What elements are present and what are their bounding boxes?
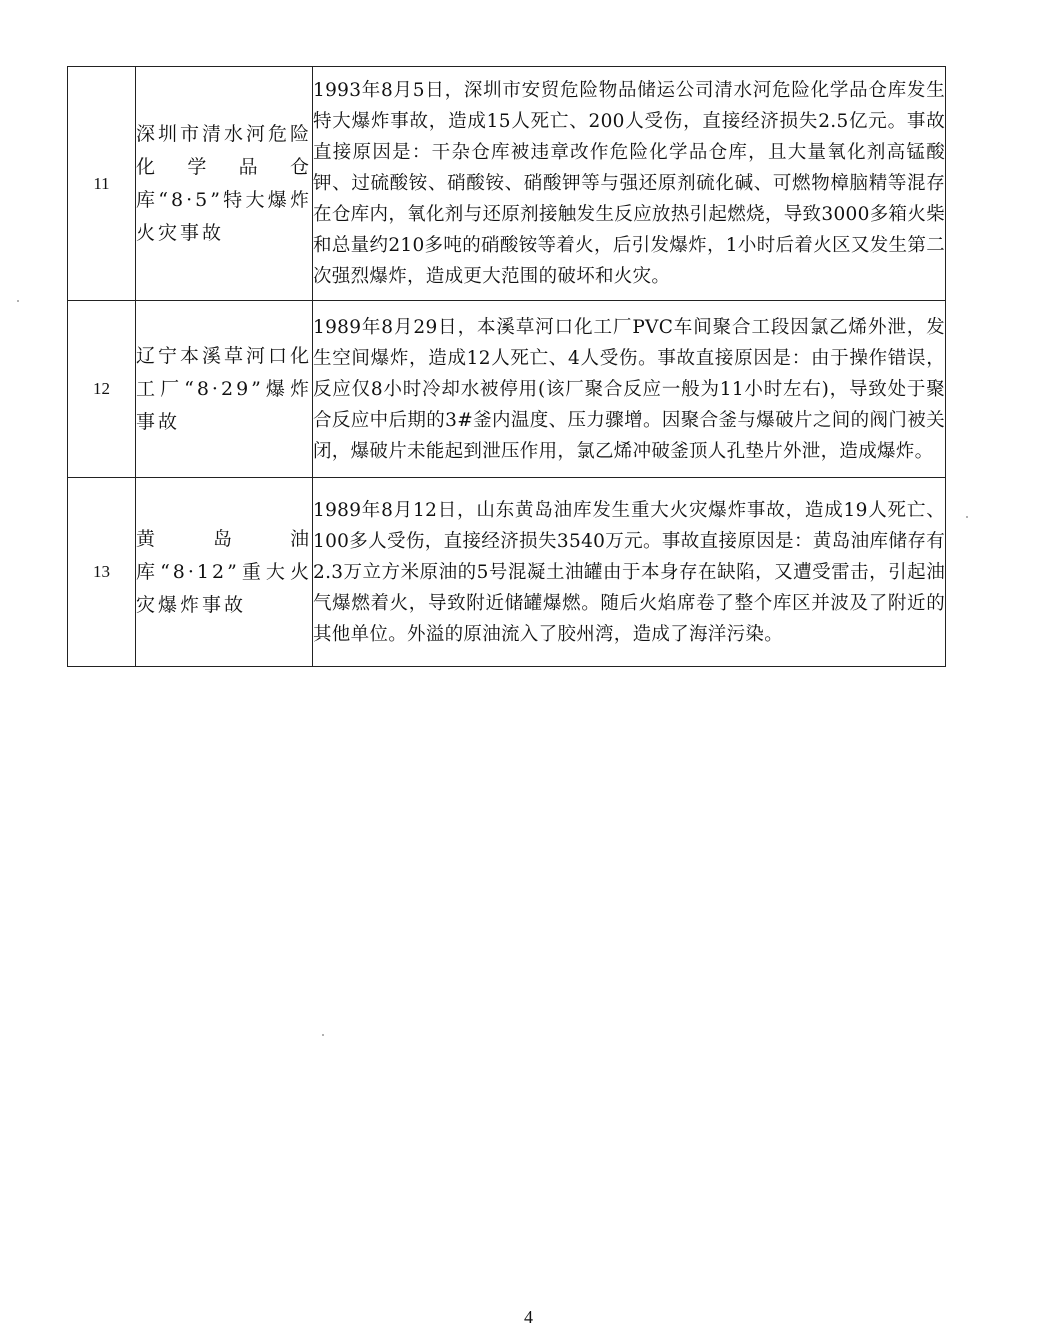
table-row (68, 67, 946, 301)
accident-description: 1993年8月5日，深圳市安贸危险物品储运公司清水河危险化学品仓库发生特大爆炸事故，造成15人死亡、200人受伤，直接经济损失2.5亿元。事故直接原因是：干杂仓库被违章改作危险化学品仓库，且大量氧化剂高锰酸钾、过硫酸铵、硝酸铵、硝酸钾等与强还原剂硫化碱、可燃物樟脑精等混存在仓库内，氧化剂与还原剂接触发生反应放热引起燃烧，导致3000多箱火柴和总量约210多吨的硝酸铵等着火，后引发爆炸，1小时后着火区又发生第二次强烈爆炸，造成更大范围的破坏和火灾。 (313, 67, 946, 301)
row-number: 11 (68, 67, 136, 301)
accident-name: 深圳市清水河危险化学品仓库“8·5”特大爆炸火灾事故 (136, 67, 313, 301)
row-number: 12 (68, 301, 136, 478)
scan-speck (322, 1034, 324, 1036)
accident-description: 1989年8月12日，山东黄岛油库发生重大火灾爆炸事故，造成19人死亡、100多人受伤，直接经济损失3540万元。事故直接原因是：黄岛油库储存有2.3万立方米原油的5号混凝土油罐由于本身存在缺陷，又遭受雷击，引起油气爆燃着火，导致附近储罐爆燃。随后火焰席卷了整个库区并波及了附近的其他单位。外溢的原油流入了胶州湾，造成了海洋污染。 (313, 478, 946, 667)
page-number: 4 (524, 1307, 533, 1327)
scan-speck (17, 300, 19, 302)
scan-speck (966, 516, 968, 518)
accident-description: 1989年8月29日，本溪草河口化工厂PVC车间聚合工段因氯乙烯外泄，发生空间爆炸，造成12人死亡、4人受伤。事故直接原因是：由于操作错误，反应仅8小时冷却水被停用(该厂聚合反应一般为11小时左右)，导致处于聚合反应中后期的3#釜内温度、压力骤增。因聚合釜与爆破片之间的阀门被关闭，爆破片未能起到泄压作用，氯乙烯冲破釜顶人孔垫片外泄，造成爆炸。 (313, 301, 946, 478)
accident-table (67, 66, 946, 667)
row-number: 13 (68, 478, 136, 667)
table-row (68, 301, 946, 478)
accident-name: 黄岛油库“8·12”重大火灾爆炸事故 (136, 478, 313, 667)
table-row (68, 478, 946, 667)
accident-name: 辽宁本溪草河口化工厂“8·29”爆炸事故 (136, 301, 313, 478)
